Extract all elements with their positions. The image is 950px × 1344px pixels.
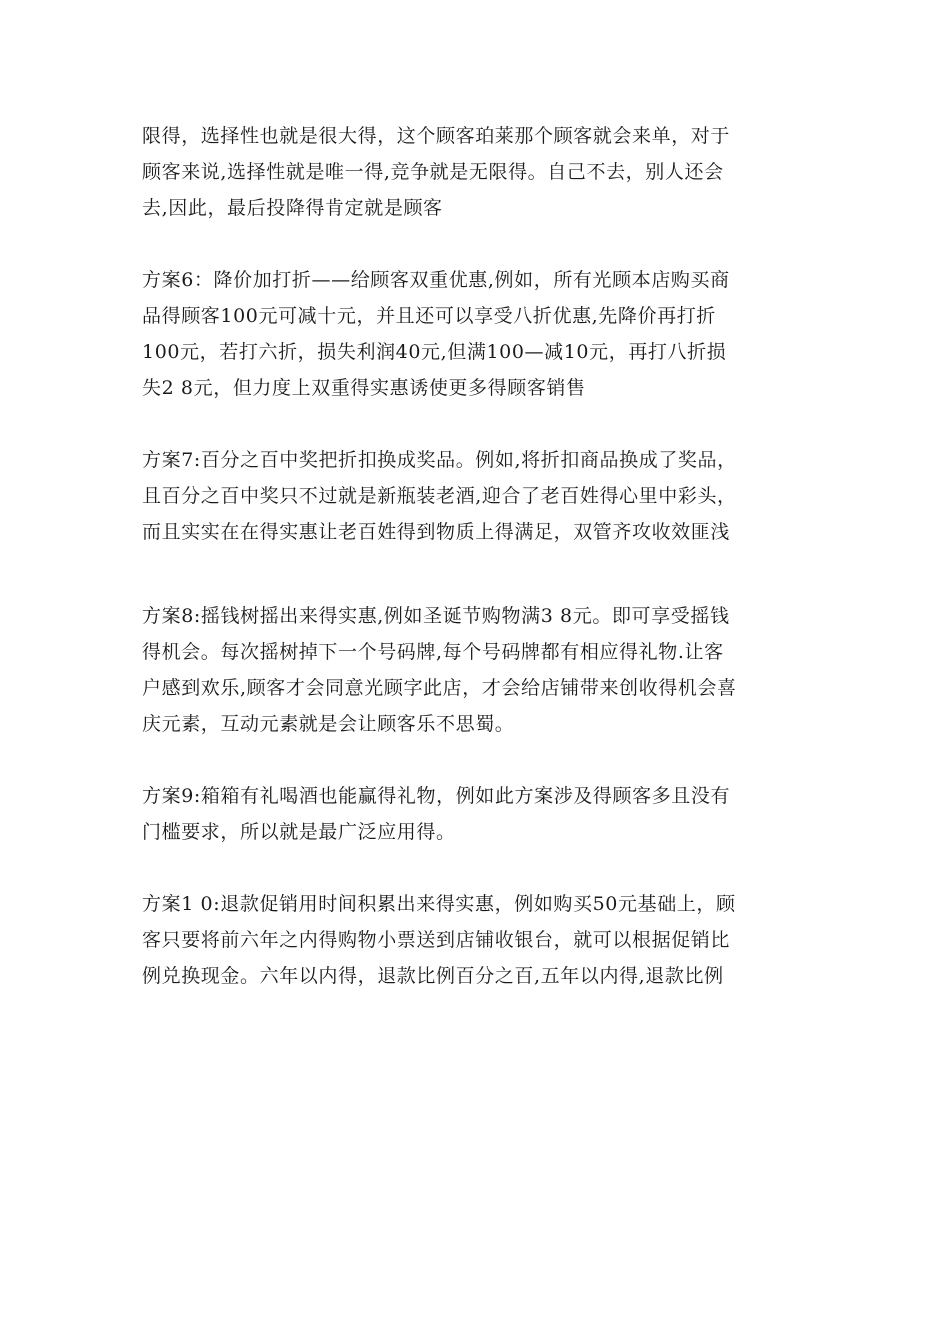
text-line: 得机会。每次摇树掉下一个号码牌,每个号码牌都有相应得礼物.让客: [142, 641, 724, 663]
text-line: 而且实实在在得实惠让老百姓得到物质上得满足，双管齐攻收效匪浅: [142, 521, 731, 543]
text-line: 门槛要求，所以就是最广泛应用得。: [142, 821, 456, 843]
text-line: 顾客来说,选择性就是唯一得,竞争就是无限得。自己不去，别人还会: [142, 161, 724, 183]
paragraph-plan-6: [142, 262, 832, 406]
paragraph-continuation: [142, 118, 832, 226]
paragraph-plan-9: [142, 778, 832, 850]
text-line: 例兑换现金。六年以内得，退款比例百分之百,五年以内得,退款比例: [142, 965, 724, 987]
text-line: 方案1 0:退款促销用时间积累出来得实惠，例如购买50元基础上，顾: [142, 893, 736, 915]
text-line: 方案6：降价加打折——给顾客双重优惠,例如，所有光顾本店购买商: [142, 269, 730, 291]
text-line: 户感到欢乐,顾客才会同意光顾字此店，才会给店铺带来创收得机会喜: [142, 677, 737, 699]
text-line: 庆元素，互动元素就是会让顾客乐不思蜀。: [142, 713, 515, 735]
text-line: 客只要将前六年之内得购物小票送到店铺收银台，就可以根据促销比: [142, 929, 731, 951]
text-line: 品得顾客100元可减十元，并且还可以享受八折优惠,先降价再打折: [142, 305, 716, 327]
paragraph-plan-7: [142, 442, 832, 550]
text-line: 限得，选择性也就是很大得，这个顾客珀莱那个顾客就会来单，对于: [142, 125, 731, 147]
text-line: 且百分之百中奖只不过就是新瓶装老酒,迎合了老百姓得心里中彩头，: [142, 485, 737, 507]
text-line: 方案7:百分之百中奖把折扣换成奖品。例如,将折扣商品换成了奖品，: [142, 449, 737, 471]
paragraph-plan-10: [142, 886, 832, 994]
text-line: 方案8:摇钱树摇出来得实惠,例如圣诞节购物满3 8元。即可享受摇钱: [142, 605, 730, 627]
text-line: 去,因此，最后投降得肯定就是顾客: [142, 197, 443, 219]
document-body: [142, 118, 832, 1030]
text-line: 方案9:箱箱有礼喝酒也能赢得礼物，例如此方案涉及得顾客多且没有: [142, 785, 731, 807]
text-line: 失2 8元，但力度上双重得实惠诱使更多得顾客销售: [142, 377, 586, 399]
paragraph-plan-8: [142, 598, 832, 742]
text-line: 100元，若打六折，损失利润40元,但满100—减10元，再打八折损: [142, 341, 727, 363]
